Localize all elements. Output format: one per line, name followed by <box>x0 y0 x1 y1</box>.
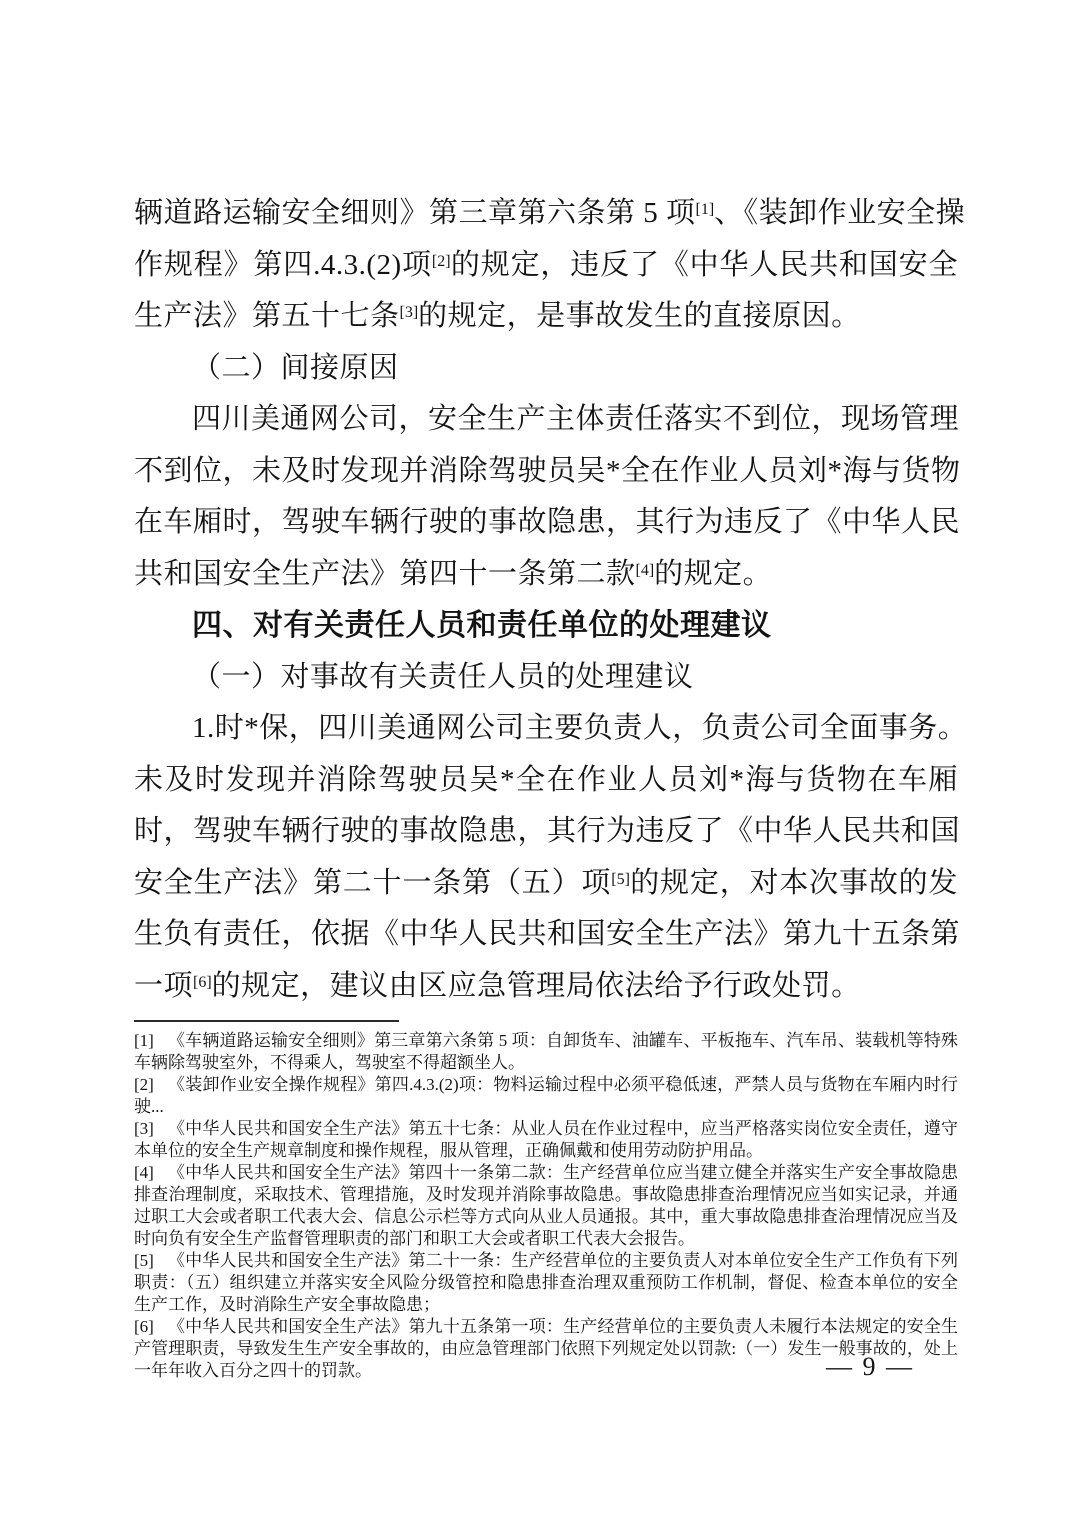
heading-subsection-1 <box>134 652 958 704</box>
footnote-text: 《中华人民共和国安全生产法》第五十七条：从业人员在作业过程中，应当严格落实岗位安全责任，遵守本单位的安全生产规章制度和操作规程，服从管理，正确佩戴和使用劳动防护用品。 <box>134 1119 958 1160</box>
heading-text: 四、对有关责任人员和责任单位的处理建议 <box>192 609 772 642</box>
text-line <box>134 188 966 240</box>
text-line <box>134 961 958 1013</box>
line-text: 辆道路运输安全细则》第三章第六条第 5 项 <box>134 197 696 229</box>
line-text: 未及时发现并消除驾驶员吴*全在作业人员刘*海与货物在车厢 <box>134 763 958 796</box>
text-line <box>134 703 968 755</box>
page-number: — 9 — <box>826 1352 914 1381</box>
line-text: 生产法》第五十七条 <box>134 300 400 332</box>
footnote-text: 《车辆道路运输安全细则》第三章第六条第 5 项：自卸货车、油罐车、平板拖车、汽车吊、装载机等特殊车辆除驾驶室外，不得乘人，驾驶室不得超额坐人。 <box>134 1031 958 1072</box>
footnote-marker: [2] <box>134 1075 154 1094</box>
paragraph-person-1 <box>134 703 968 1012</box>
line-text: 1.时*保，四川美通网公司主要负责人，负责公司全面事务。 <box>192 712 968 744</box>
paragraph-indirect-cause <box>134 394 961 600</box>
footnote-separator <box>134 1020 399 1022</box>
page-content <box>134 0 968 1382</box>
paragraph-direct-cause <box>134 188 966 343</box>
footnote-marker: [5] <box>134 1251 154 1270</box>
text-line <box>134 755 958 807</box>
line-text: 的规定，违反了《中华人民共和国安全 <box>450 248 958 281</box>
footnote-3 <box>134 1118 958 1162</box>
footnote-marker: [1] <box>134 1031 154 1050</box>
line-text: 安全生产法》第二十一条第（五）项 <box>134 866 612 899</box>
line-text: 的规定。 <box>654 557 773 590</box>
footnote-marker: [3] <box>134 1119 154 1138</box>
footnote-2 <box>134 1074 958 1118</box>
text-line <box>134 806 961 858</box>
footnote-ref-6: [6] <box>193 973 212 991</box>
footnote-1 <box>134 1030 958 1074</box>
line-text: 的规定，建议由区应急管理局依法给予行政处罚。 <box>211 969 861 1002</box>
footnote-text: 《中华人民共和国安全生产法》第四十一条第二款：生产经营单位应当建立健全并落实生产安全事故隐患排查治理制度，采取技术、管理措施，及时发现并消除事故隐患。事故隐患排查治理情况应当如实记录，并通过职工大会或者职工代表大会、信息公示栏等方式向从业人员通报。其中，重大事故隐患排查治理情况应当及时向负有安全生产监督管理职责的部门和职工大会或者职工代表大会报告。 <box>134 1163 958 1248</box>
footnote-ref-2: [2] <box>431 252 451 270</box>
line-text: 不到位，未及时发现并消除驾驶员吴*全在作业人员刘*海与货物 <box>134 454 961 487</box>
text-line <box>134 909 961 961</box>
line-text: 共和国安全生产法》第四十一条第二款 <box>134 557 636 590</box>
text-line <box>134 240 958 292</box>
heading-text: （二）间接原因 <box>192 351 399 384</box>
footnote-5 <box>134 1250 958 1316</box>
text-line <box>134 858 958 910</box>
text-line <box>134 291 958 343</box>
footnote-4 <box>134 1162 958 1250</box>
body-text <box>134 0 968 1012</box>
heading-indirect-cause <box>134 343 958 395</box>
footnote-text: 《装卸作业安全操作规程》第四.4.3.(2)项：物料运输过程中必须平稳低速，严禁人员与货物在车厢内时行驶... <box>134 1075 958 1116</box>
line-text: 、《装卸作业安全操 <box>714 197 966 229</box>
footnotes-section <box>134 1030 958 1382</box>
line-text: 的规定，对本次事故的发 <box>629 866 958 899</box>
line-text: 生负有责任，依据《中华人民共和国安全生产法》第九十五条第 <box>134 918 961 950</box>
line-text: 时，驾驶车辆行驶的事故隐患，其行为违反了《中华人民共和国 <box>134 815 961 847</box>
text-line <box>134 446 961 498</box>
footnote-ref-3: [3] <box>399 304 419 321</box>
line-text: 在车厢时，驾驶车辆行驶的事故隐患，其行为违反了《中华人民 <box>134 506 961 538</box>
text-line <box>134 549 958 601</box>
footnote-text: 《中华人民共和国安全生产法》第九十五条第一项：生产经营单位的主要负责人未履行本法规定的安全生产管理职责，导致发生生产安全事故的，由应急管理部门依照下列规定处以罚款:（一）发生一般事故的，处上一年年收入百分之四十的罚款。 <box>134 1317 958 1380</box>
footnote-ref-5: [5] <box>611 870 630 888</box>
line-text: 一项 <box>134 969 194 1002</box>
footnote-marker: [4] <box>134 1163 154 1182</box>
text-line <box>134 497 961 549</box>
heading-section-4 <box>134 600 958 652</box>
text-line <box>134 394 958 446</box>
line-text: 四川美通网公司，安全生产主体责任落实不到位，现场管理 <box>192 403 960 435</box>
line-text: 作规程》第四.4.3.(2)项 <box>134 248 432 281</box>
footnote-ref-1: [1] <box>695 201 715 218</box>
footnote-text: 《中华人民共和国安全生产法》第二十一条：生产经营单位的主要负责人对本单位安全生产工作负有下列职责：（五）组织建立并落实安全风险分级管控和隐患排查治理双重预防工作机制，督促、检查本单位的安全生产工作，及时消除生产安全事故隐患； <box>134 1251 958 1314</box>
line-text: 的规定，是事故发生的直接原因。 <box>418 300 861 332</box>
footnote-ref-4: [4] <box>635 561 655 579</box>
heading-text: （一）对事故有关责任人员的处理建议 <box>192 660 694 693</box>
footnote-marker: [6] <box>134 1317 154 1336</box>
